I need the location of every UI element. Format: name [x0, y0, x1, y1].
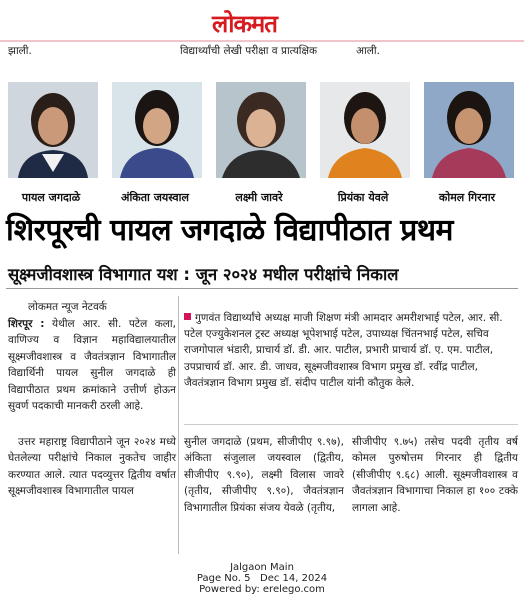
paragraph-1-text: येथील आर. सी. पटेल कला, वाणिज्य व विज्ञान महाविद्यालयातील सूक्ष्मजीवशास्त्र व जैवतंत्रज्ञान विभागातील विद्यार्थिनी पायल सुनील जगदाळे ही विद्यापीठात प्रथम क्रमांकाने उत्तीर्ण होऊन सुवर्ण पदकाची मानकरी ठरली आहे. — [8, 318, 176, 413]
article-column-2: सुनील जगदाळे (प्रथम, सीजीपीए ९.९७), अंकिता संजुलाल जयस्वाल (द्वितीय, सीजीपीए ९.९०), लक्ष्मी विलास जावरे (तृतीय, सीजीपीए ९.९०), जैवतंत्रज्ञान विभागातील प्रियंका संजय येवळे (तृतीय, — [184, 436, 344, 514]
student-photo-4 — [320, 82, 410, 178]
article-column-3: सीजीपीए ९.७५) तसेच पदवी तृतीय वर्ष कोमल पुरुषोत्तम गिरनार ही द्वितीय (सीजीपीए ९.६८) आली. सूक्ष्मजीवशास्त्र व जैवतंत्रज्ञान विभागाचा निकाल हा १०० टक्के लागला आहे. — [352, 436, 518, 514]
footer-page-date — [0, 573, 524, 584]
cutline-middle-fragment: विद्यार्थ्यांची लेखी परीक्षा व प्रात्यक्षिक — [180, 45, 318, 57]
footer-date: Dec 14, 2024 — [260, 573, 328, 584]
photo-caption-3: लक्ष्मी जावरे — [235, 191, 283, 204]
article-subheadline: सूक्ष्मजीवशास्त्र विभागात यश : जून २०२४ मधील परीक्षांचे निकाल — [8, 265, 399, 284]
masthead — [0, 0, 524, 40]
student-photos-row — [6, 82, 518, 180]
student-photo-2 — [112, 82, 202, 178]
photo-caption-5: कोमल गिरनार — [438, 191, 496, 204]
student-photo-1 — [8, 82, 98, 178]
column-divider — [178, 296, 179, 554]
subhead-divider — [6, 288, 518, 289]
footer-powered-by[interactable]: Powered by: erelego.com — [199, 584, 325, 595]
footer-edition: Jalgaon Main — [230, 562, 294, 573]
felicitation-box — [184, 310, 518, 391]
box-divider — [184, 424, 518, 425]
dateline: शिरपूर : — [8, 318, 45, 330]
newspaper-logo[interactable]: लोकमत — [212, 10, 277, 38]
cutline-right-fragment: आली. — [356, 45, 380, 57]
page-footer — [0, 562, 524, 595]
byline: लोकमत न्यूज नेटवर्क — [28, 301, 107, 313]
photo-caption-1: पायल जगदाळे — [21, 191, 81, 204]
student-photo-3 — [216, 82, 306, 178]
photo-caption-2: अंकिता जयस्वाल — [121, 191, 189, 204]
student-photo-5 — [424, 82, 514, 178]
article-paragraph-1 — [8, 316, 176, 414]
masthead-divider — [0, 40, 524, 42]
article-paragraph-2: उत्तर महाराष्ट्र विद्यापीठाने जून २०२४ मध्ये घेतलेल्या परीक्षांचे निकाल नुकतेच जाहीर करण्यात आले. त्यात पदव्युत्तर द्वितीय वर्षात सूक्ष्मजीवशास्त्र विभागातील पायल — [8, 436, 176, 498]
photo-caption-4: प्रियंका येवले — [337, 191, 389, 204]
article-headline: शिरपूरची पायल जगदाळे विद्यापीठात प्रथम — [6, 213, 453, 248]
footer-page: Page No. 5 — [196, 573, 251, 584]
felicitation-text: गुणवंत विद्यार्थ्यांचे अध्यक्ष माजी शिक्षण मंत्री आमदार अमरीशभाई पटेल, आर. सी. पटेल एज्युकेशनल ट्रस्ट अध्यक्ष भूपेशभाई पटेल, उपाध्यक्ष चिंतनभाई पटेल, सचिव राजगोपाल भंडारी, प्राचार्य डॉ. डी. आर. पाटील, प्रभारी प्राचार्य डॉ. ए. एम. पाटील, उपप्राचार्य डॉ. आर. डी. जाधव, सूक्ष्मजीवशास्त्र विभाग प्रमुख डॉ. रवींद्र पाटील, जैवतंत्रज्ञान विभाग प्रमुख डॉ. संदीप पाटील यांनी कौतुक केले. — [184, 312, 503, 389]
cutline-left-fragment: झाली. — [8, 45, 32, 57]
bullet-square-icon — [184, 313, 191, 320]
